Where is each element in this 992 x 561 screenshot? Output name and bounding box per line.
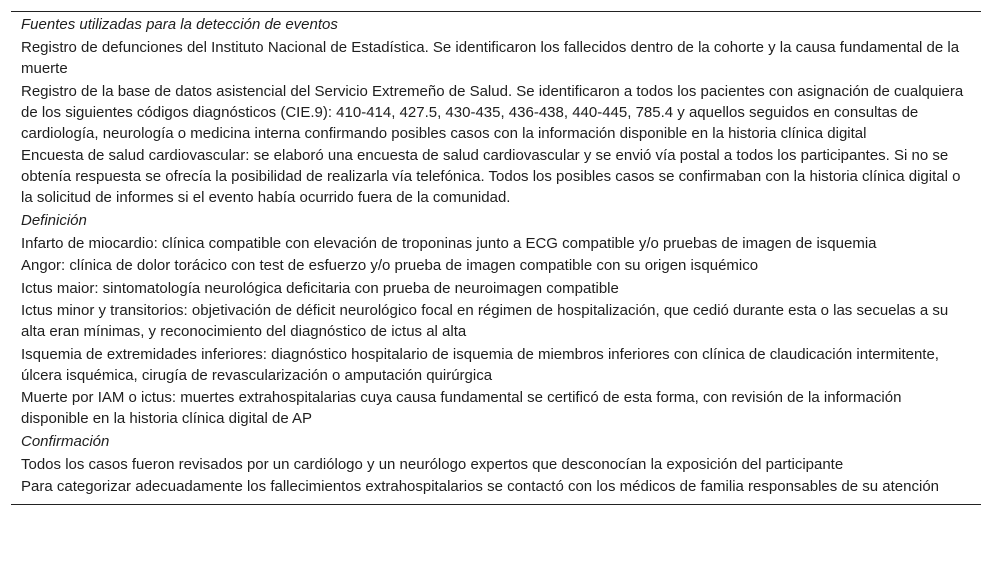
table-row: Registro de defunciones del Instituto Nacional de Estadística. Se identificaron los fallecidos dentro de la cohorte y la causa fundamental de la muerte <box>21 39 960 77</box>
table-row: Registro de la base de datos asistencial del Servicio Extremeño de Salud. Se identificaron a todos los pacientes con asignación de cualquiera de los siguientes códigos diagnósticos (CIE.9): 410-414, 427.5, 430-435, 436-438, 440-445, 785.4 y aquellos seguidos en consultas de cardiología, neurología o medicina interna confirmando posibles casos con la información disponible en la historia clínica digital <box>21 82 964 142</box>
section-heading-definition: Definición <box>21 211 87 229</box>
table-row: Para categorizar adecuadamente los fallecimientos extrahospitalarios se contactó con los médicos de familia responsables de su atención <box>21 478 940 495</box>
table-row: Encuesta de salud cardiovascular: se elaboró una encuesta de salud cardiovascular y se envió vía postal a todos los participantes. Si no se obtenía respuesta se ofrecía la posibilidad de realizarla vía telefónica. Todos los posibles casos se confirmaban con la historia clínica digital o la solicitud de informes si el evento había ocurrido fuera de la comunidad. <box>21 147 961 206</box>
table-row: Ictus minor y transitorios: objetivación de déficit neurológico focal en régimen de hospitalización, que cedió durante esta o las secuelas a su alta eran mínimas, y reconocimiento del diagnóstico de ictus al alta <box>21 302 949 340</box>
section-heading-sources: Fuentes utilizadas para la detección de eventos <box>21 16 338 33</box>
section-heading-confirmation: Confirmación <box>21 432 110 450</box>
table-row: Ictus maior: sintomatología neurológica deficitaria con prueba de neuroimagen compatible <box>21 279 619 297</box>
table-row: Todos los casos fueron revisados por un cardiólogo y un neurólogo expertos que desconocían la exposición del participante <box>21 455 844 473</box>
table-row: Isquemia de extremidades inferiores: diagnóstico hospitalario de isquemia de miembros inferiores con clínica de claudicación intermitente, úlcera isquémica, cirugía de revascularización o amputación quirúrgica <box>21 345 939 384</box>
table-row: Muerte por IAM o ictus: muertes extrahospitalarias cuya causa fundamental se certificó de esta forma, con revisión de la información disponible en la historia clínica digital de AP <box>21 389 902 427</box>
table-row: Angor: clínica de dolor torácico con test de esfuerzo y/o prueba de imagen compatible con su origen isquémico <box>21 257 759 274</box>
table-row: Infarto de miocardio: clínica compatible con elevación de troponinas junto a ECG compatible y/o pruebas de imagen de isquemia <box>21 234 877 252</box>
events-definition-table <box>11 11 981 505</box>
